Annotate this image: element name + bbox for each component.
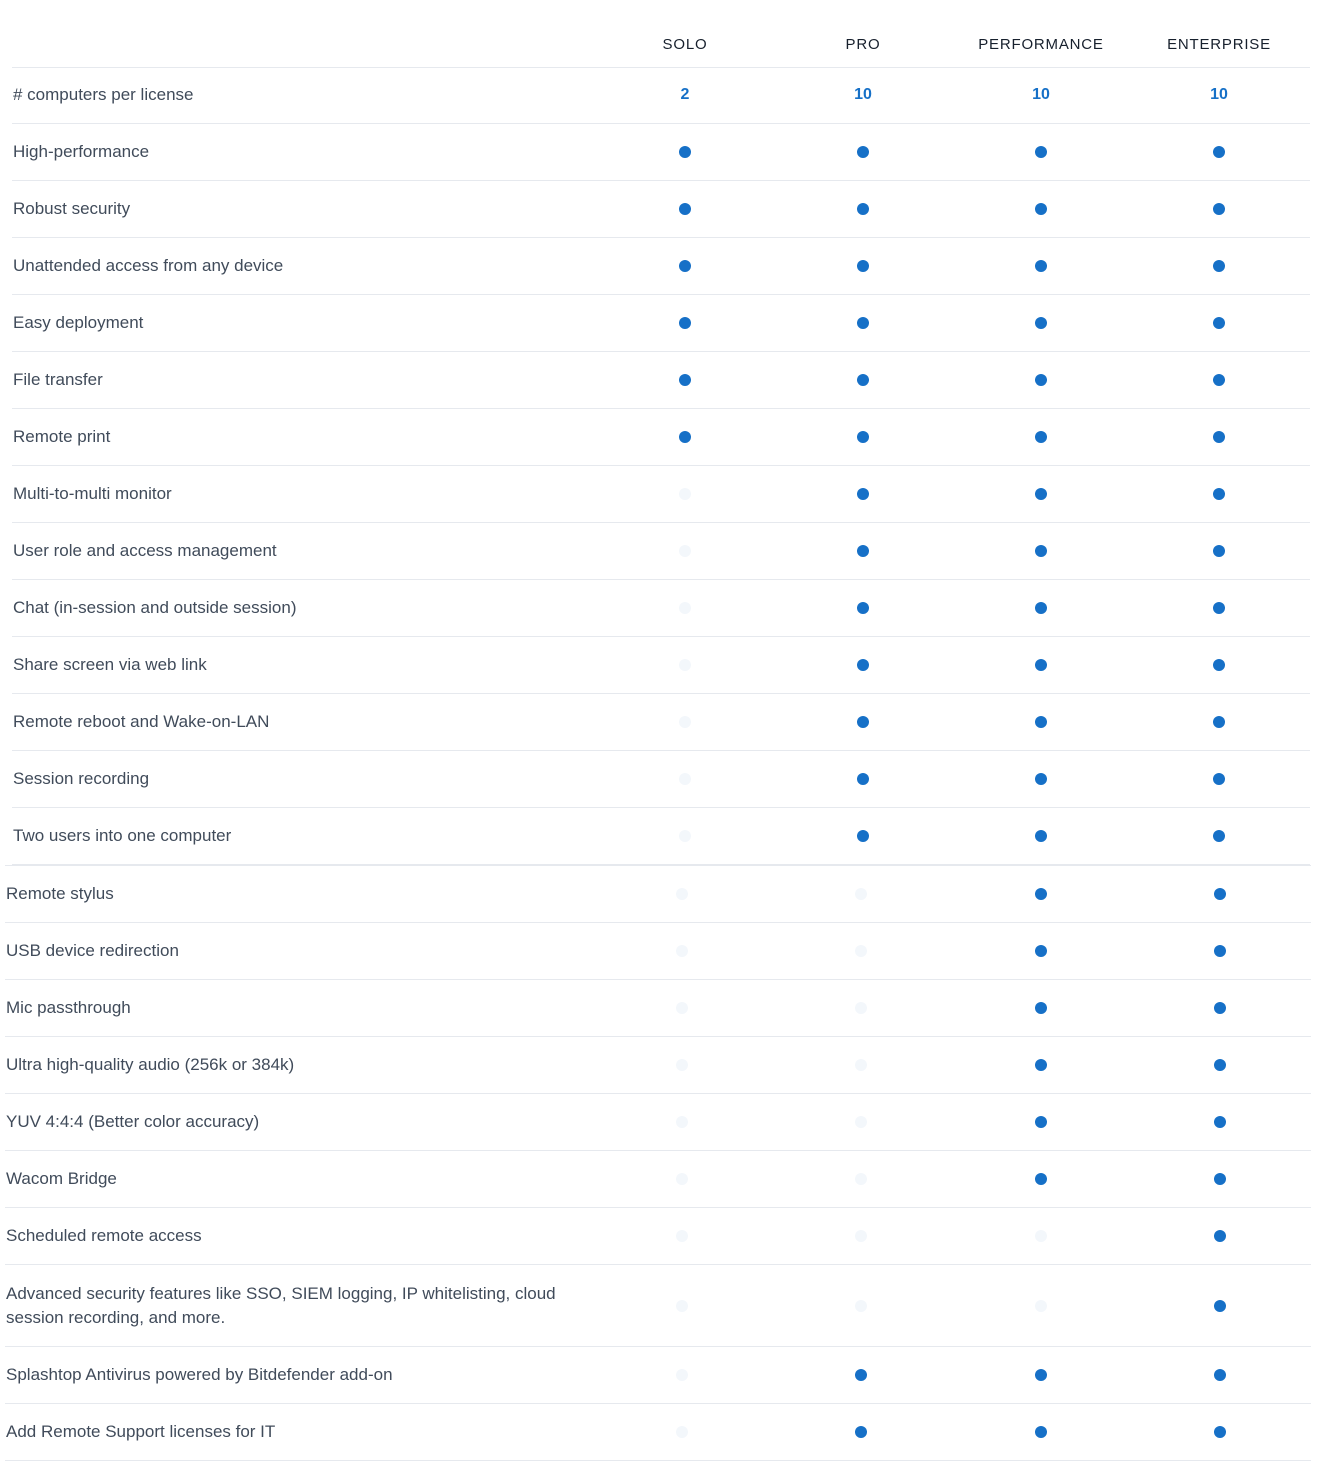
included-dot-icon — [679, 317, 691, 329]
feature-row-share-screen-via-web-link — [12, 637, 1310, 694]
included-dot-icon — [855, 1426, 867, 1438]
not-included-dot-icon — [676, 1116, 688, 1128]
pro-feature-cell — [843, 368, 883, 392]
feature-label: Multi-to-multi monitor — [13, 484, 172, 503]
pro-feature-cell — [841, 1110, 881, 1134]
enterprise-feature-cell — [1199, 824, 1239, 848]
enterprise-feature-cell — [1200, 1110, 1240, 1134]
not-included-dot-icon — [679, 602, 691, 614]
enterprise-feature-cell — [1200, 1053, 1240, 1077]
enterprise-feature-cell — [1199, 596, 1239, 620]
feature-row-unattended-access-from-any-device — [12, 238, 1310, 295]
enterprise-feature-cell — [1199, 710, 1239, 734]
included-dot-icon — [1214, 1426, 1226, 1438]
feature-label: Share screen via web link — [13, 655, 207, 674]
feature-row-mic-passthrough — [5, 980, 1311, 1037]
included-dot-icon — [1213, 773, 1225, 785]
solo-feature-cell — [665, 311, 705, 335]
included-dot-icon — [1035, 488, 1047, 500]
included-dot-icon — [1035, 431, 1047, 443]
feature-label: Two users into one computer — [13, 826, 232, 845]
enterprise-feature-cell — [1200, 1294, 1240, 1318]
pro-feature-cell — [843, 539, 883, 563]
feature-label: Easy deployment — [13, 313, 144, 332]
feature-label: Advanced security features like SSO, SIEM logging, IP whitelisting, cloud session recording, and more. — [6, 1283, 556, 1327]
performance-feature-cell — [1021, 824, 1061, 848]
solo-feature-cell — [662, 1224, 702, 1248]
not-included-dot-icon — [676, 1002, 688, 1014]
included-dot-icon — [857, 260, 869, 272]
not-included-dot-icon — [855, 1116, 867, 1128]
enterprise-computer-count: 10 — [1210, 86, 1228, 103]
performance-feature-cell — [1021, 710, 1061, 734]
performance-feature-cell — [1021, 140, 1061, 164]
performance-feature-cell — [1021, 1363, 1061, 1387]
column-header-performance: PERFORMANCE — [978, 36, 1104, 53]
enterprise-feature-cell — [1200, 939, 1240, 963]
feature-row-chat-in-session-and-outside-session — [12, 580, 1310, 637]
not-included-dot-icon — [679, 773, 691, 785]
feature-label: Splashtop Antivirus powered by Bitdefender add-on — [6, 1365, 393, 1384]
included-dot-icon — [1035, 545, 1047, 557]
included-dot-icon — [1214, 1300, 1226, 1312]
not-included-dot-icon — [679, 488, 691, 500]
included-dot-icon — [1035, 888, 1047, 900]
enterprise-feature-cell — [1200, 1363, 1240, 1387]
included-dot-icon — [1213, 488, 1225, 500]
included-dot-icon — [1035, 602, 1047, 614]
pro-feature-cell — [843, 311, 883, 335]
feature-row-remote-stylus — [5, 866, 1311, 923]
pro-feature-cell — [841, 1420, 881, 1444]
pro-computer-count: 10 — [854, 86, 872, 103]
pro-feature-cell — [843, 197, 883, 221]
performance-feature-cell — [1021, 1110, 1061, 1134]
feature-label: Wacom Bridge — [6, 1169, 117, 1188]
feature-row-robust-security — [12, 181, 1310, 238]
included-dot-icon — [1035, 203, 1047, 215]
not-included-dot-icon — [676, 1300, 688, 1312]
included-dot-icon — [1214, 945, 1226, 957]
feature-label: USB device redirection — [6, 941, 179, 960]
included-dot-icon — [1213, 545, 1225, 557]
solo-feature-cell — [665, 482, 705, 506]
included-dot-icon — [857, 602, 869, 614]
solo-feature-cell — [665, 539, 705, 563]
pro-feature-cell — [841, 939, 881, 963]
enterprise-feature-cell — [1199, 368, 1239, 392]
feature-row-advanced-security-features-like-sso-siem — [5, 1265, 1311, 1347]
not-included-dot-icon — [855, 1173, 867, 1185]
solo-feature-cell — [662, 882, 702, 906]
not-included-dot-icon — [676, 1059, 688, 1071]
pro-feature-cell — [841, 1363, 881, 1387]
solo-feature-cell — [665, 368, 705, 392]
included-dot-icon — [1035, 945, 1047, 957]
pro-feature-cell — [841, 1053, 881, 1077]
not-included-dot-icon — [855, 1230, 867, 1242]
feature-row-wacom-bridge — [5, 1151, 1311, 1208]
not-included-dot-icon — [676, 1230, 688, 1242]
feature-row-easy-deployment — [12, 295, 1310, 352]
feature-label: High-performance — [13, 142, 150, 161]
enterprise-feature-cell — [1200, 882, 1240, 906]
feature-label: Add Remote Support licenses for IT — [6, 1422, 276, 1441]
solo-computer-count: 2 — [680, 86, 690, 103]
advanced-features-section — [5, 865, 1311, 1461]
solo-feature-cell — [665, 197, 705, 221]
included-dot-icon — [1213, 146, 1225, 158]
feature-label: Unattended access from any device — [13, 256, 284, 275]
computers-per-license-row — [12, 67, 1310, 124]
not-included-dot-icon — [676, 888, 688, 900]
feature-row-scheduled-remote-access — [5, 1208, 1311, 1265]
performance-feature-cell — [1021, 1224, 1061, 1248]
solo-feature-cell — [662, 1363, 702, 1387]
included-dot-icon — [857, 488, 869, 500]
not-included-dot-icon — [679, 830, 691, 842]
feature-row-remote-print — [12, 409, 1310, 466]
solo-feature-cell — [662, 1053, 702, 1077]
pro-feature-cell — [843, 425, 883, 449]
performance-feature-cell — [1021, 254, 1061, 278]
included-dot-icon — [1214, 1230, 1226, 1242]
feature-label: Mic passthrough — [6, 998, 131, 1017]
row-label: # computers per license — [13, 85, 194, 104]
feature-label: Chat (in-session and outside session) — [13, 598, 297, 617]
enterprise-feature-cell — [1199, 482, 1239, 506]
feature-row-yuv-4-4-4-better-color-accuracy — [5, 1094, 1311, 1151]
included-dot-icon — [857, 830, 869, 842]
feature-label: Scheduled remote access — [6, 1226, 202, 1245]
included-dot-icon — [1035, 1002, 1047, 1014]
included-dot-icon — [855, 1369, 867, 1381]
feature-row-user-role-and-access-management — [12, 523, 1310, 580]
pro-feature-cell — [841, 1167, 881, 1191]
enterprise-feature-cell — [1200, 1167, 1240, 1191]
feature-label: Session recording — [13, 769, 150, 788]
pro-feature-cell — [843, 140, 883, 164]
enterprise-feature-cell — [1199, 767, 1239, 791]
column-header-enterprise: ENTERPRISE — [1167, 36, 1271, 53]
included-dot-icon — [1035, 1369, 1047, 1381]
performance-computer-count: 10 — [1032, 86, 1050, 103]
pro-feature-cell — [843, 710, 883, 734]
solo-feature-cell — [665, 824, 705, 848]
enterprise-feature-cell — [1199, 197, 1239, 221]
feature-row-ultra-high-quality-audio-256k-or-384k — [5, 1037, 1311, 1094]
solo-feature-cell — [665, 710, 705, 734]
pro-feature-cell — [843, 824, 883, 848]
not-included-dot-icon — [855, 1300, 867, 1312]
included-dot-icon — [857, 431, 869, 443]
performance-feature-cell — [1021, 1053, 1061, 1077]
not-included-dot-icon — [1035, 1230, 1047, 1242]
solo-feature-cell — [665, 596, 705, 620]
pro-feature-cell — [841, 1294, 881, 1318]
performance-feature-cell — [1021, 1420, 1061, 1444]
column-header-pro: PRO — [845, 36, 881, 53]
pro-feature-cell — [841, 996, 881, 1020]
included-dot-icon — [857, 716, 869, 728]
not-included-dot-icon — [679, 716, 691, 728]
included-dot-icon — [857, 659, 869, 671]
performance-feature-cell — [1021, 425, 1061, 449]
included-dot-icon — [857, 374, 869, 386]
enterprise-feature-cell — [1199, 140, 1239, 164]
solo-feature-cell — [665, 653, 705, 677]
pro-feature-cell — [841, 1224, 881, 1248]
solo-feature-cell — [665, 254, 705, 278]
feature-row-usb-device-redirection — [5, 923, 1311, 980]
performance-feature-cell — [1021, 882, 1061, 906]
feature-label: Remote print — [13, 427, 111, 446]
feature-row-remote-reboot-and-wake-on-lan — [12, 694, 1310, 751]
feature-label: Ultra high-quality audio (256k or 384k) — [6, 1055, 295, 1074]
included-dot-icon — [857, 146, 869, 158]
included-dot-icon — [1035, 317, 1047, 329]
included-dot-icon — [857, 773, 869, 785]
included-dot-icon — [1035, 260, 1047, 272]
pro-feature-cell — [841, 882, 881, 906]
column-header-solo: SOLO — [662, 36, 708, 53]
performance-feature-cell — [1021, 539, 1061, 563]
included-dot-icon — [1213, 602, 1225, 614]
not-included-dot-icon — [855, 1059, 867, 1071]
not-included-dot-icon — [679, 659, 691, 671]
included-dot-icon — [1214, 888, 1226, 900]
performance-feature-cell — [1021, 197, 1061, 221]
included-dot-icon — [1035, 830, 1047, 842]
feature-row-add-remote-support-licenses-for-it — [5, 1404, 1311, 1461]
not-included-dot-icon — [676, 1426, 688, 1438]
performance-feature-cell — [1021, 767, 1061, 791]
feature-row-file-transfer — [12, 352, 1310, 409]
enterprise-feature-cell — [1199, 254, 1239, 278]
included-dot-icon — [1035, 716, 1047, 728]
not-included-dot-icon — [676, 1173, 688, 1185]
included-dot-icon — [1213, 260, 1225, 272]
included-dot-icon — [857, 203, 869, 215]
included-dot-icon — [1035, 659, 1047, 671]
enterprise-feature-cell — [1200, 996, 1240, 1020]
included-dot-icon — [1213, 374, 1225, 386]
included-dot-icon — [1035, 374, 1047, 386]
included-dot-icon — [679, 203, 691, 215]
pro-feature-cell — [843, 482, 883, 506]
not-included-dot-icon — [855, 1002, 867, 1014]
pro-feature-cell — [843, 653, 883, 677]
performance-feature-cell — [1021, 939, 1061, 963]
enterprise-feature-cell — [1199, 653, 1239, 677]
feature-row-high-performance — [12, 124, 1310, 181]
not-included-dot-icon — [679, 545, 691, 557]
enterprise-feature-cell — [1199, 425, 1239, 449]
included-dot-icon — [1214, 1173, 1226, 1185]
enterprise-feature-cell — [1199, 311, 1239, 335]
not-included-dot-icon — [676, 1369, 688, 1381]
feature-row-multi-to-multi-monitor — [12, 466, 1310, 523]
included-dot-icon — [1213, 431, 1225, 443]
included-dot-icon — [1035, 1173, 1047, 1185]
solo-feature-cell — [665, 767, 705, 791]
core-features-section — [12, 67, 1310, 865]
performance-feature-cell — [1021, 996, 1061, 1020]
feature-row-session-recording — [12, 751, 1310, 808]
pro-feature-cell — [843, 767, 883, 791]
solo-feature-cell — [665, 425, 705, 449]
enterprise-feature-cell — [1199, 539, 1239, 563]
not-included-dot-icon — [676, 945, 688, 957]
pro-feature-cell — [843, 254, 883, 278]
not-included-dot-icon — [1035, 1300, 1047, 1312]
included-dot-icon — [1035, 1116, 1047, 1128]
table-header — [12, 0, 1310, 68]
performance-feature-cell — [1021, 1294, 1061, 1318]
feature-row-two-users-into-one-computer — [12, 808, 1310, 865]
solo-feature-cell — [665, 140, 705, 164]
feature-label: Remote stylus — [6, 884, 114, 903]
included-dot-icon — [1035, 146, 1047, 158]
solo-feature-cell — [662, 939, 702, 963]
not-included-dot-icon — [855, 945, 867, 957]
enterprise-feature-cell — [1200, 1420, 1240, 1444]
performance-feature-cell — [1021, 482, 1061, 506]
solo-feature-cell — [662, 1294, 702, 1318]
included-dot-icon — [1213, 830, 1225, 842]
not-included-dot-icon — [855, 888, 867, 900]
pro-feature-cell — [843, 596, 883, 620]
performance-feature-cell — [1021, 368, 1061, 392]
included-dot-icon — [1213, 716, 1225, 728]
feature-label: Remote reboot and Wake-on-LAN — [13, 712, 270, 731]
performance-feature-cell — [1021, 1167, 1061, 1191]
included-dot-icon — [679, 374, 691, 386]
feature-label: User role and access management — [13, 541, 277, 560]
included-dot-icon — [679, 260, 691, 272]
included-dot-icon — [1213, 317, 1225, 329]
feature-label: Robust security — [13, 199, 131, 218]
feature-label: File transfer — [13, 370, 103, 389]
included-dot-icon — [1035, 1059, 1047, 1071]
performance-feature-cell — [1021, 596, 1061, 620]
included-dot-icon — [1213, 659, 1225, 671]
included-dot-icon — [1214, 1116, 1226, 1128]
included-dot-icon — [679, 146, 691, 158]
included-dot-icon — [1214, 1369, 1226, 1381]
solo-feature-cell — [662, 1110, 702, 1134]
feature-row-splashtop-antivirus-powered-by-bitdefend — [5, 1347, 1311, 1404]
performance-feature-cell — [1021, 311, 1061, 335]
included-dot-icon — [1214, 1002, 1226, 1014]
included-dot-icon — [1213, 203, 1225, 215]
performance-feature-cell — [1021, 653, 1061, 677]
included-dot-icon — [1035, 773, 1047, 785]
enterprise-feature-cell — [1200, 1224, 1240, 1248]
included-dot-icon — [857, 545, 869, 557]
feature-label: YUV 4:4:4 (Better color accuracy) — [6, 1112, 260, 1131]
included-dot-icon — [679, 431, 691, 443]
solo-feature-cell — [662, 1167, 702, 1191]
included-dot-icon — [1035, 1426, 1047, 1438]
included-dot-icon — [1214, 1059, 1226, 1071]
included-dot-icon — [857, 317, 869, 329]
solo-feature-cell — [662, 1420, 702, 1444]
solo-feature-cell — [662, 996, 702, 1020]
